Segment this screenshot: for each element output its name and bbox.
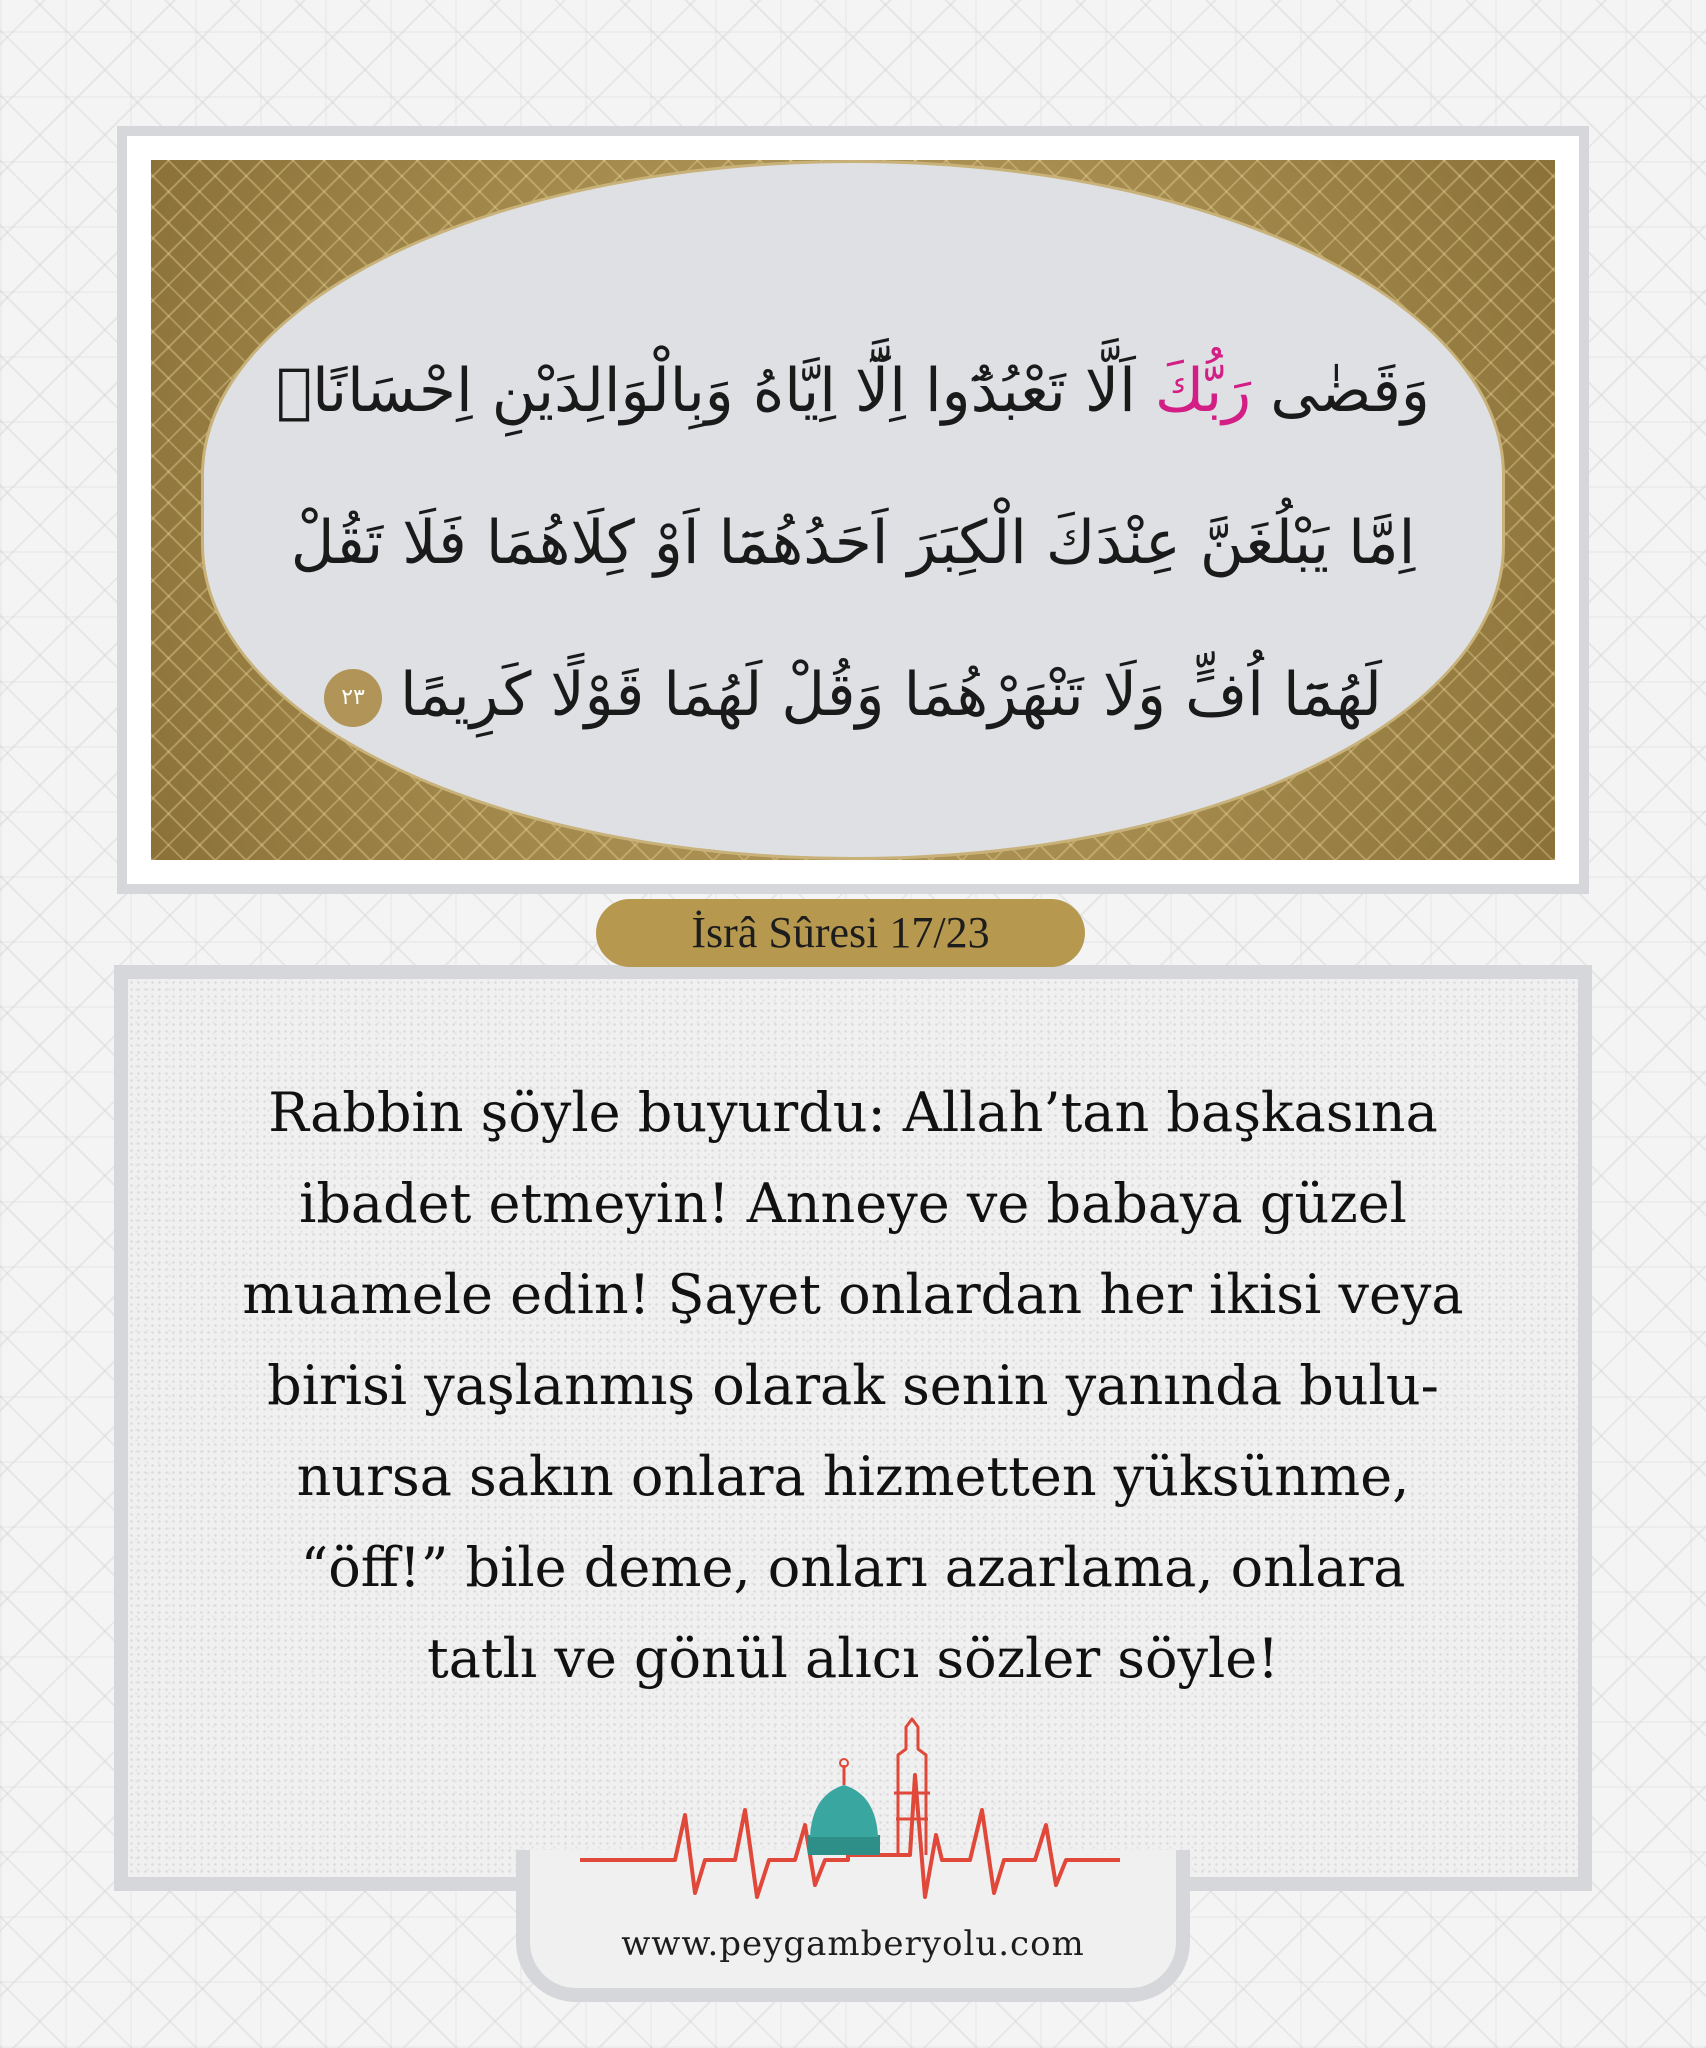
verse-card	[117, 126, 1589, 894]
translation-line-4: birisi yaşlanmış olarak senin yanında bulu-	[267, 1354, 1439, 1417]
arabic-verse-line-2: اِمَّا يَبْلُغَنَّ عِنْدَكَ الْكِبَرَ اَحَدُهُمَٓا اَوْ كِلَاهُمَا فَلَا تَقُلْ	[290, 508, 1416, 578]
heartbeat-mosque-logo-icon	[580, 1715, 1120, 1915]
translation-line-5: nursa sakın onlara hizmetten yüksünme,	[296, 1445, 1410, 1508]
translation-line-2: ibadet etmeyin! Anneye ve babaya güzel	[299, 1172, 1407, 1235]
arabic-verse-line-1: وَقَضٰى رَبُّكَ اَلَّا تَعْبُدُٓوا اِلَّٓا اِيَّاهُ وَبِالْوَالِدَيْنِ اِحْسَانًاۜ	[276, 356, 1430, 426]
accent-word: رَبُّكَ	[1154, 356, 1252, 426]
translation-line-3: muamele edin! Şayet onlardan her ikisi veya	[242, 1263, 1464, 1326]
turkish-translation	[188, 1067, 1518, 1704]
translation-line-7: tatlı ve gönül alıcı sözler söyle!	[427, 1627, 1279, 1690]
translation-line-1: Rabbin şöyle buyurdu: Allah’tan başkasına	[268, 1081, 1438, 1144]
arabic-verse	[231, 315, 1475, 771]
translation-line-6: “öff!” bile deme, onları azarlama, onlara	[300, 1536, 1406, 1599]
ayah-number-marker: ٢٣	[324, 669, 382, 727]
website-link[interactable]: www.peygamberyolu.com	[621, 1924, 1085, 1964]
ornamental-gold-frame	[151, 160, 1555, 860]
surah-reference-badge: İsrâ Sûresi 17/23	[596, 899, 1085, 967]
arabic-verse-line-3: لَهُمَٓا اُفٍّ وَلَا تَنْهَرْهُمَا وَقُلْ لَهُمَا قَوْلًا كَرِيمًا٢٣	[231, 619, 1475, 771]
